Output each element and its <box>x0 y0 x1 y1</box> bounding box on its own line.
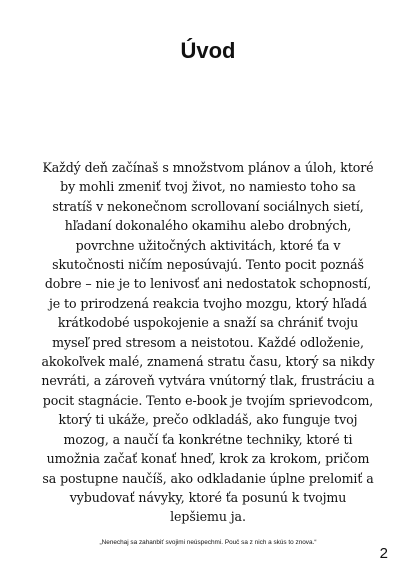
page-number: 2 <box>379 545 388 562</box>
page-title: Úvod <box>180 38 236 63</box>
intro-paragraph: Každý deň začínaš s množstvom plánov a úloh, ktoré by mohli zmeniť tvoj život, no namiesto toho sa stratíš v nekonečnom scrollovaní sociálnych sietí, hľadaní dokonalého okamihu alebo drobných, povrchne užitočných aktivitách, ktoré ťa v skutočnosti ničím neposúvajú. Tento pocit poznáš dobre – nie je to lenivosť ani nedostatok schopností, je to prirodzená reakcia tvojho mozgu, ktorý hľadá krátkodobé uspokojenie a snaží sa chrániť tvoju myseľ pred stresom a neistotou. Každé odloženie, akokoľvek malé, znamená stratu času, ktorý sa nikdy nevráti, a zároveň vytvára vnútorný tlak, frustráciu a pocit stagnácie. Tento e-book je tvojím sprievodcom, ktorý ti ukáže, prečo odkladáš, ako funguje tvoj mozog, a naučí ťa konkrétne techniky, ktoré ti umožnia začať konať hneď, krok za krokom, pričom sa postupne naučíš, ako odkladanie úplne prelomiť a vybudovať návyky, ktoré ťa posunú k tvojmu lepšiemu ja. <box>41 160 375 525</box>
footer-quote: „Nenechaj sa zahanbiť svojimi neúspechmi. Pouč sa z nich a skús to znova.“ <box>99 539 317 546</box>
